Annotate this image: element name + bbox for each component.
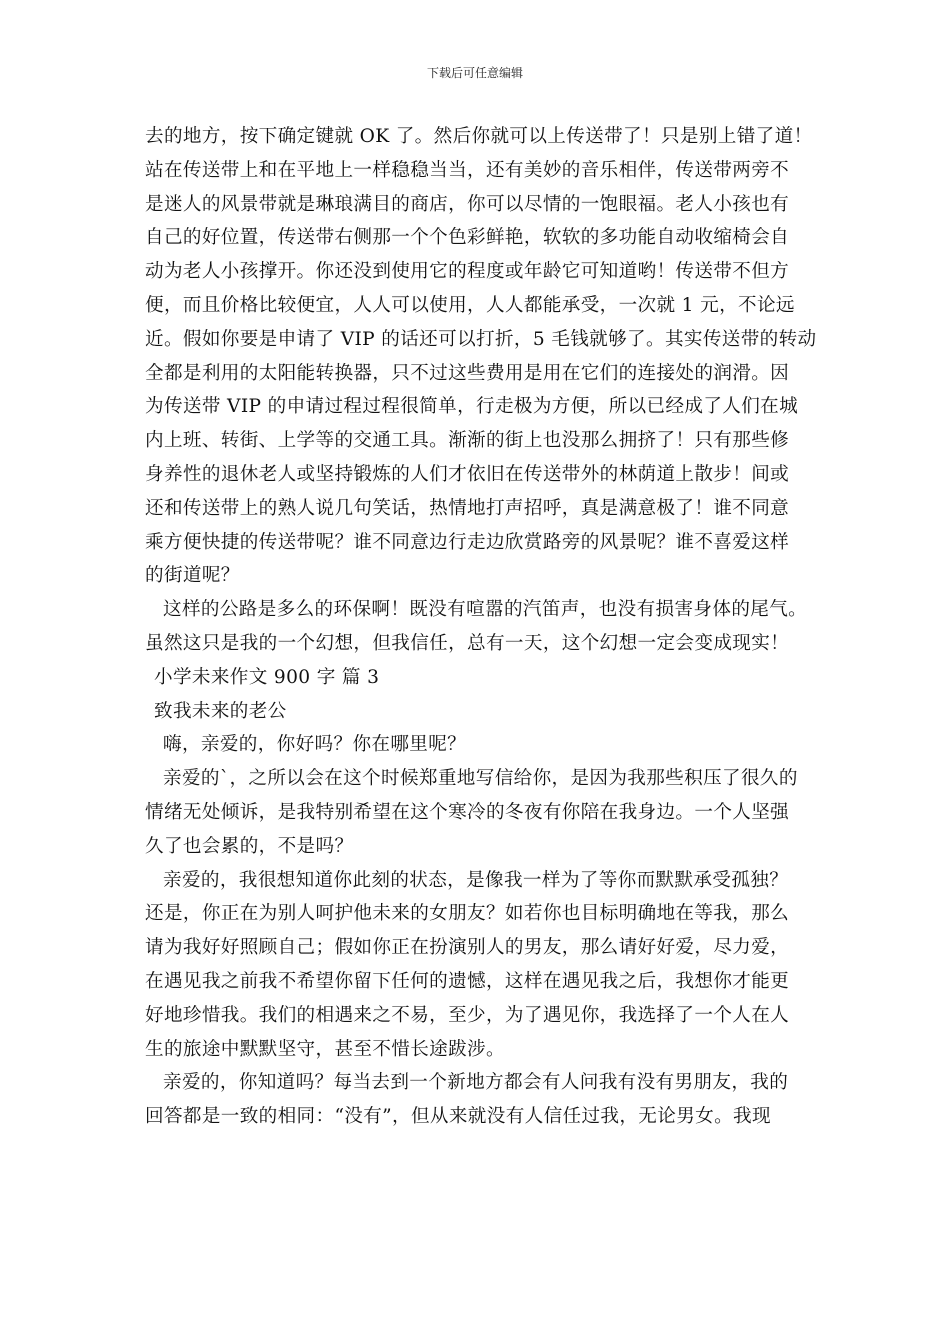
section-heading: 小学未来作文 900 字 篇 3 xyxy=(154,666,380,688)
text-line: 亲爱的，我很想知道你此刻的状态，是像我一样为了等你而默默承受孤独？ xyxy=(163,869,789,891)
text-line: 动为老人小孩撑开。你还没到使用它的程度或年龄它可知道哟！传送带不但方 xyxy=(145,261,790,283)
text-line: 情绪无处倾诉，是我特别希望在这个寒冷的冬夜有你陪在我身边。一个人坚强 xyxy=(145,801,790,823)
text-line: 自己的好位置，传送带右侧那一个个色彩鲜艳，软软的多功能自动收缩椅会自 xyxy=(145,227,790,249)
text-line: 全都是利用的太阳能转换器，只不过这些费用是用在它们的连接处的润滑。因 xyxy=(145,362,790,384)
text-line: 是迷人的风景带就是琳琅满目的商店，你可以尽情的一饱眼福。老人小孩也有 xyxy=(145,193,790,215)
page-header: 下载后可任意编辑 xyxy=(426,66,523,80)
text-line: 近。假如你要是申请了 VIP 的话还可以打折，5 毛钱就够了。其实传送带的转动 xyxy=(145,328,817,350)
text-line: 虽然这只是我的一个幻想，但我信任，总有一天，这个幻想一定会变成现实！ xyxy=(145,632,790,654)
text-line: 还和传送带上的熟人说几句笑话，热情地打声招呼，真是满意极了！谁不同意 xyxy=(145,497,790,519)
document-body xyxy=(145,120,815,1134)
text-line: 便，而且价格比较便宜，人人可以使用，人人都能承受，一次就 1 元，不论远 xyxy=(145,294,795,316)
text-line: 乘方便快捷的传送带呢？谁不同意边行走边欣赏路旁的风景呢？谁不喜爱这样 xyxy=(145,531,790,553)
text-line: 的街道呢？ xyxy=(145,565,240,587)
text-line: 身养性的退休老人或坚持锻炼的人们才依旧在传送带外的林荫道上散步！间或 xyxy=(145,463,790,485)
text-line: 好地珍惜我。我们的相遇来之不易，至少，为了遇见你，我选择了一个人在人 xyxy=(145,1004,790,1026)
text-line: 为传送带 VIP 的申请过程过程很简单，行走极为方便，所以已经成了人们在城 xyxy=(145,396,799,418)
text-line: 在遇见我之前我不希望你留下任何的遗憾，这样在遇见我之后，我想你才能更 xyxy=(145,970,790,992)
text-line: 亲爱的`，之所以会在这个时候郑重地写信给你，是因为我那些积压了很久的 xyxy=(163,768,798,790)
text-line: 嗨，亲爱的，你好吗？你在哪里呢？ xyxy=(163,734,467,756)
text-line: 还是，你正在为别人呵护他未来的女朋友？如若你也目标明确地在等我，那么 xyxy=(145,903,790,925)
section-heading: 致我未来的老公 xyxy=(154,700,287,722)
text-line: 久了也会累的，不是吗？ xyxy=(145,835,354,857)
text-line: 内上班、转街、上学等的交通工具。渐渐的街上也没那么拥挤了！只有那些修 xyxy=(145,430,790,452)
text-line: 亲爱的，你知道吗？每当去到一个新地方都会有人问我有没有男朋友，我的 xyxy=(163,1072,789,1094)
text-line: 生的旅途中默默坚守，甚至不惜长途跋涉。 xyxy=(145,1038,505,1060)
text-line: 这样的公路是多么的环保啊！既没有喧嚣的汽笛声，也没有损害身体的尾气。 xyxy=(163,599,808,621)
text-line: 回答都是一致的相同：“没有”，但从来就没有人信任过我，无论男女。我现 xyxy=(145,1106,771,1128)
text-line: 请为我好好照顾自己；假如你正在扮演别人的男友，那么请好好爱，尽力爱， xyxy=(145,937,790,959)
text-line: 去的地方，按下确定键就 OK 了。然后你就可以上传送带了！只是别上错了道！ xyxy=(145,126,813,147)
text-line: 站在传送带上和在平地上一样稳稳当当，还有美妙的音乐相伴，传送带两旁不 xyxy=(145,159,790,181)
